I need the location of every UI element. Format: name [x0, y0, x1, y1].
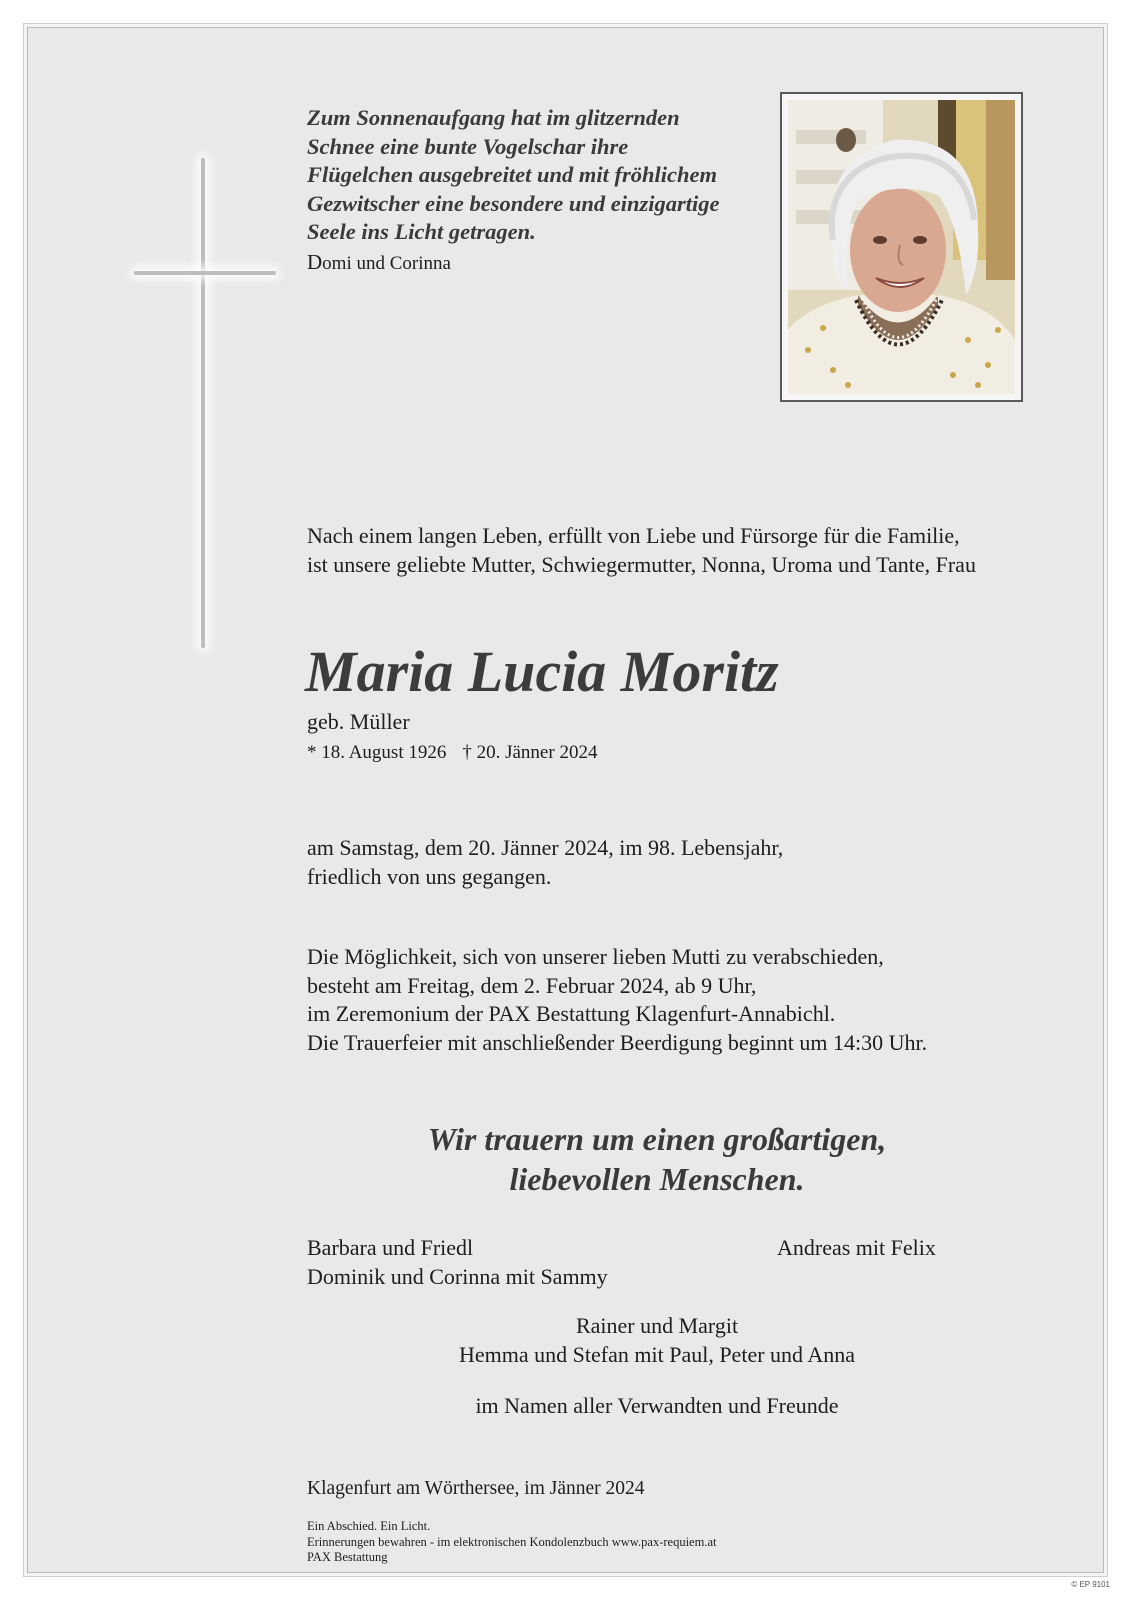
family-all-line: im Namen aller Verwandten und Freunde — [475, 1393, 839, 1418]
footer — [307, 1519, 716, 1566]
birth-date: * 18. August 1926 — [307, 742, 447, 763]
place-date: Klagenfurt am Wörthersee, im Jänner 2024 — [307, 1478, 645, 1499]
poem-line: Seele ins Licht getragen. — [307, 219, 536, 244]
poem — [307, 104, 777, 247]
life-dates — [307, 742, 597, 764]
farewell-line: Die Möglichkeit, sich von unserer lieben Mutti zu verabschieden, — [307, 944, 884, 969]
farewell-text — [307, 943, 927, 1057]
family-right: Andreas mit Felix — [777, 1235, 936, 1260]
poem-line: Zum Sonnenaufgang hat im glitzernden — [307, 105, 680, 130]
birth-name: geb. Müller — [307, 709, 410, 734]
footer-line: Ein Abschied. Ein Licht. — [307, 1519, 431, 1533]
intro-line: Nach einem langen Leben, erfüllt von Liebe und Fürsorge für die Familie, — [307, 523, 960, 548]
family-member: Barbara und Friedl — [307, 1235, 474, 1260]
cross-icon-vertical — [201, 158, 205, 648]
family-center — [307, 1312, 1007, 1369]
portrait-photo — [788, 100, 1015, 394]
print-code: © EP 9101 — [1071, 1580, 1110, 1589]
poem-signature — [307, 250, 451, 275]
poem-line: Schnee eine bunte Vogelschar ihre — [307, 133, 629, 159]
farewell-line: besteht am Freitag, dem 2. Februar 2024, ab 9 Uhr, — [307, 972, 757, 998]
portrait-illustration — [788, 100, 1015, 394]
family-member: Hemma und Stefan mit Paul, Peter und Anna — [459, 1341, 855, 1367]
family-member: Rainer und Margit — [575, 1313, 739, 1338]
cross-icon-horizontal — [134, 271, 276, 275]
farewell-line: Die Trauerfeier mit anschließender Beerdigung beginnt um 14:30 Uhr. — [307, 1029, 928, 1055]
poem-signature-rest: omi und Corinna — [322, 253, 451, 274]
family-member: Dominik und Corinna mit Sammy — [307, 1263, 608, 1289]
family-left — [307, 1234, 608, 1291]
intro-text — [307, 522, 976, 579]
footer-line: PAX Bestattung — [307, 1550, 388, 1564]
passing-line: friedlich von uns gegangen. — [307, 863, 552, 889]
poem-line: Gezwitscher eine besondere und einzigartige — [307, 190, 720, 216]
closing-line: liebevollen Menschen. — [509, 1161, 805, 1197]
family-all — [307, 1392, 1007, 1421]
poem-signature-initial: D — [307, 250, 323, 274]
passing-line: am Samstag, dem 20. Jänner 2024, im 98. Lebensjahr, — [307, 835, 784, 860]
farewell-line: im Zeremonium der PAX Bestattung Klagenfurt-Annabichl. — [307, 1001, 836, 1026]
poem-line: Flügelchen ausgebreitet und mit fröhlichem — [307, 162, 718, 187]
closing-quote — [307, 1119, 1007, 1199]
passing-text — [307, 834, 783, 891]
portrait-frame — [780, 92, 1023, 402]
footer-line: Erinnerungen bewahren - im elektronischen Kondolenzbuch www.pax-requiem.at — [307, 1534, 717, 1549]
deceased-name: Maria Lucia Moritz — [305, 639, 779, 704]
intro-line: ist unsere geliebte Mutter, Schwiegermutter, Nonna, Uroma und Tante, Frau — [307, 551, 976, 577]
closing-line: Wir trauern um einen großartigen, — [427, 1121, 887, 1157]
death-date: † 20. Jänner 2024 — [462, 742, 598, 763]
